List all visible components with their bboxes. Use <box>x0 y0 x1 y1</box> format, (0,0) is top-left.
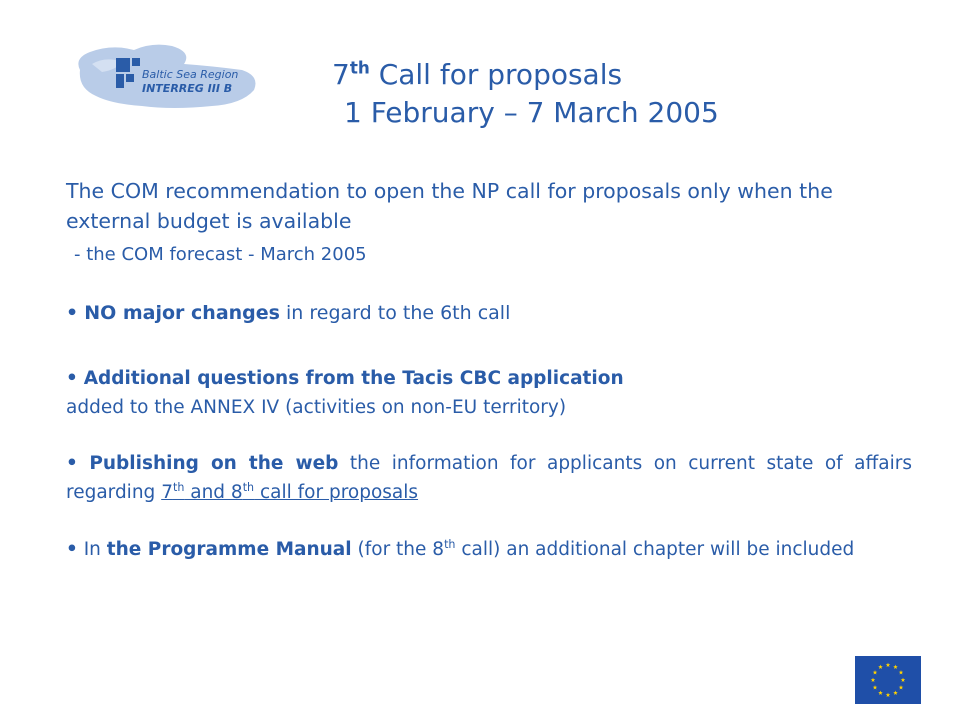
bullet-dot: • <box>66 368 78 389</box>
intro-subline: - the COM forecast - March 2005 <box>74 244 367 265</box>
baltic-sea-region-logo <box>72 40 262 112</box>
eu-flag-icon <box>855 656 921 704</box>
intro-paragraph <box>66 176 912 274</box>
bullet-no-major-changes: • NO major changes in regard to the 6th call <box>66 302 511 324</box>
bullet-programme-manual: • In the Programme Manual (for the 8th call) an additional chapter will be included <box>66 537 855 560</box>
intro-text: The COM recommendation to open the NP call for proposals only when the external budget is available <box>66 179 833 233</box>
bullet-dot: • <box>66 302 79 324</box>
slide-title <box>332 56 719 132</box>
title-line2: 1 February – 7 March 2005 <box>344 96 719 129</box>
bullet-dot: • <box>66 539 78 560</box>
bullet-dot: • <box>66 453 78 474</box>
bullet-additional-questions: • Additional questions from the Tacis CBC application added to the ANNEX IV (activities on non-EU territory) <box>66 368 624 418</box>
bullet-publishing-web: • Publishing on the web the information for applicants on current state of affairs regarding 7th and 8th call for proposals <box>66 453 912 503</box>
title-line1: 7th Call for proposals <box>332 57 623 91</box>
logo-text-line2: INTERREG III B <box>142 82 233 95</box>
logo-text-line1: Baltic Sea Region <box>142 68 239 81</box>
call-proposals-link[interactable]: 7th and 8th call for proposals <box>161 480 419 503</box>
